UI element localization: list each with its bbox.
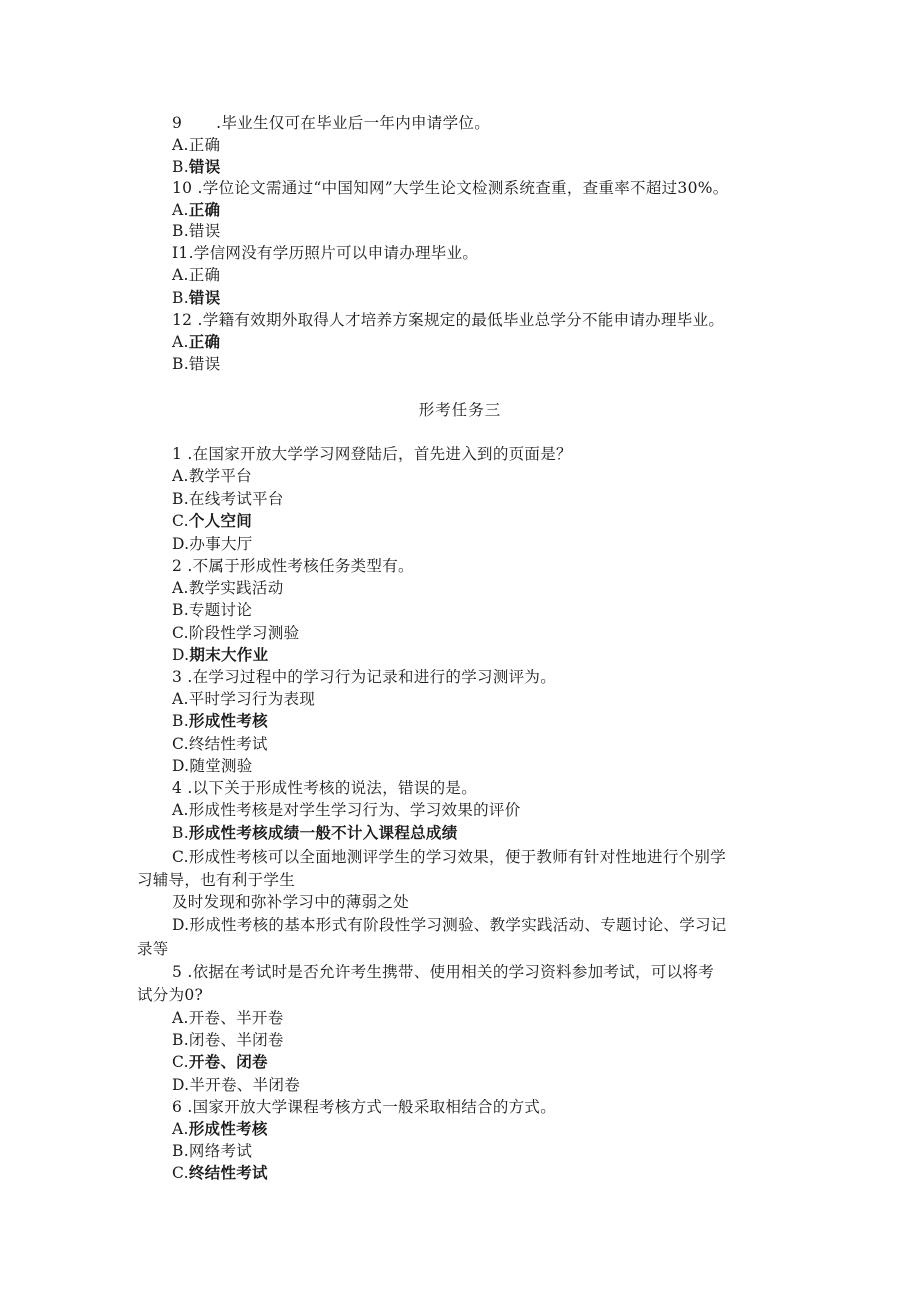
question-5-line2: 试分为0? [137, 986, 204, 1004]
option-b: B.错误 [172, 222, 221, 240]
option-a: A.教学实践活动 [172, 579, 284, 597]
question-1: 1 .在国家开放大学学习网登陆后，首先进入到的页面是？ [172, 445, 572, 463]
option-c-answer: C.终结性考试 [172, 1164, 268, 1182]
option-a-answer: A.正确 [172, 201, 221, 219]
question-9 [172, 113, 490, 133]
option-d-line1: D.形成性考核的基本形式有阶段性学习测验、教学实践活动、专题讨论、学习记 [172, 916, 727, 934]
option-b: B.在线考试平台 [172, 490, 284, 508]
option-c-line1: C.形成性考核可以全面地测评学生的学习效果，便于教师有针对性地进行个别学 [172, 848, 727, 866]
question-4: 4 .以下关于形成性考核的说法，错误的是。 [172, 779, 478, 797]
question-5-line1: 5 .依据在考试时是否允许考生携带、使用相关的学习资料参加考试，可以将考 [172, 963, 715, 981]
option-a: A.形成性考核是对学生学习行为、学习效果的评价 [172, 801, 521, 819]
option-d: D.半开卷、半闭卷 [172, 1076, 301, 1094]
question-11: I1.学信网没有学历照片可以申请办理毕业。 [172, 244, 479, 262]
question-12: 12 .学籍有效期外取得人才培养方案规定的最低毕业总学分不能申请办理毕业。 [172, 311, 725, 329]
option-a: A.正确 [172, 136, 221, 154]
question-6: 6 .国家开放大学课程考核方式一般采取相结合的方式。 [172, 1098, 557, 1116]
question-3: 3 .在学习过程中的学习行为记录和进行的学习测评为。 [172, 668, 557, 686]
option-c-answer: C.开卷、闭卷 [172, 1053, 268, 1071]
option-b-answer: B.错误 [172, 158, 221, 176]
option-b: B.错误 [172, 355, 221, 373]
option-a-answer: A.形成性考核 [172, 1120, 268, 1138]
option-d: D.随堂测验 [172, 757, 253, 775]
option-a: A.教学平台 [172, 467, 252, 485]
option-a-answer: A.正确 [172, 333, 221, 351]
question-text: .毕业生仅可在毕业后一年内申请学位。 [216, 114, 490, 132]
option-b: B.闭卷、半闭卷 [172, 1031, 284, 1049]
option-c: C.阶段性学习测验 [172, 624, 300, 642]
option-c-line3: 及时发现和弥补学习中的薄弱之处 [172, 893, 410, 911]
question-10: 10 .学位论文需通过“中国知网”大学生论文检测系统查重，查重率不超过30%。 [172, 179, 729, 197]
question-2: 2 .不属于形成性考核任务类型有。 [172, 557, 414, 575]
section-title: 形考任务三 [418, 401, 502, 419]
option-a: A.正确 [172, 266, 221, 284]
option-c-answer: C.个人空间 [172, 512, 253, 530]
option-b: B.网络考试 [172, 1142, 253, 1160]
question-number: 9 [172, 114, 183, 132]
option-d: D.办事大厅 [172, 535, 253, 553]
option-d-line2: 录等 [137, 940, 169, 958]
option-a: A.平时学习行为表现 [172, 690, 316, 708]
option-b-answer: B.形成性考核成绩一般不计入课程总成绩 [172, 824, 458, 842]
option-d-answer: D.期末大作业 [172, 646, 269, 664]
option-c: C.终结性考试 [172, 735, 268, 753]
option-b: B.专题讨论 [172, 601, 253, 619]
option-a: A.开卷、半开卷 [172, 1009, 284, 1027]
option-c-line2: 习辅导，也有利于学生 [137, 871, 296, 889]
option-b-answer: B.形成性考核 [172, 712, 268, 730]
option-b-answer: B.错误 [172, 289, 221, 307]
